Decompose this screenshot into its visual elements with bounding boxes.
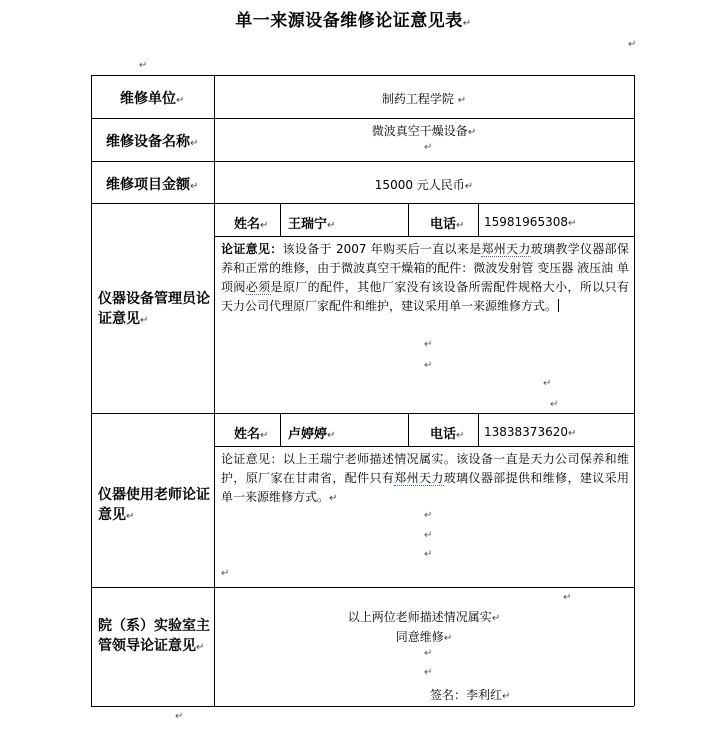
- manager-phone: 15981965308↵: [484, 215, 577, 229]
- paragraph-mark-icon: ↵: [462, 18, 472, 29]
- teacher-label: 仪器使用老师论证意见↵: [98, 487, 210, 523]
- manager-label: 仪器设备管理员论证意见↵: [98, 291, 210, 327]
- equipment-label: 维修设备名称↵: [106, 134, 199, 150]
- paragraph-mark-icon: ↵: [424, 667, 433, 678]
- title-text: 单一来源设备维修论证意见表: [235, 11, 463, 31]
- signature-label: 签名：: [430, 688, 467, 702]
- teacher-phone: 13838373620↵: [484, 425, 577, 439]
- paragraph-mark-icon: ↵: [327, 220, 336, 231]
- paragraph-mark-icon: ↵: [190, 138, 199, 149]
- paragraph-mark-icon: ↵: [190, 181, 199, 192]
- paragraph-mark-icon: ↵: [329, 493, 338, 504]
- paragraph-mark-icon: ↵: [126, 511, 135, 522]
- paragraph-mark-icon: ↵: [424, 530, 433, 541]
- paragraph-mark-icon: ↵: [424, 549, 433, 560]
- paragraph-mark-icon: ↵: [139, 60, 148, 71]
- paragraph-mark-icon: ↵: [567, 218, 577, 229]
- unit-value: 制药工程学院 ↵: [381, 92, 467, 106]
- paragraph-mark-icon: ↵: [424, 510, 433, 521]
- paragraph-mark-icon: ↵: [260, 220, 269, 231]
- equipment-value: 微波真空干燥设备↵: [371, 124, 477, 138]
- signer-name: 李利红: [466, 688, 503, 702]
- paragraph-mark-icon: ↵: [260, 430, 269, 441]
- leader-signature: [430, 686, 510, 703]
- paragraph-mark-icon: ↵: [175, 711, 184, 722]
- manager-opinion: 论证意见：该设备于 2007 年购买后一直以来是郑州天力玻璃教学仪器部保养和正常的维修，由于微波真空干燥箱的配件：微波发射管 变压器 液压油 单项阀必须是原厂的配件，其他厂家没有该设备所需配件规格大小，所以只有天力公司代理原厂家配件和维护，建议采用单一来源维修方式。: [221, 242, 629, 313]
- paragraph-mark-icon: ↵: [221, 568, 230, 579]
- paragraph-mark-icon: ↵: [424, 648, 433, 659]
- manager-name-label: 姓名↵: [234, 217, 269, 232]
- amount-value: 15000 元人民币↵: [374, 178, 474, 192]
- teacher-opinion: 论证意见：以上王瑞宁老师描述情况属实。该设备一直是天力公司保养和维护，原厂家在甘肃省，配件只有郑州天力玻璃仪器部提供和维修，建议采用单一来源维修方式。↵: [221, 452, 629, 504]
- page-title: [0, 6, 707, 31]
- paragraph-mark-icon: ↵: [502, 691, 511, 702]
- paragraph-mark-icon: ↵: [424, 360, 433, 371]
- paragraph-mark-icon: ↵: [491, 613, 501, 624]
- paragraph-mark-icon: ↵: [467, 127, 477, 138]
- manager-opinion-prefix: 论证意见：: [221, 242, 283, 256]
- paragraph-mark-icon: ↵: [140, 315, 149, 326]
- paragraph-mark-icon: ↵: [563, 592, 572, 603]
- paragraph-mark-icon: ↵: [196, 642, 205, 653]
- paragraph-mark-icon: ↵: [456, 430, 465, 441]
- paragraph-mark-icon: ↵: [628, 39, 637, 50]
- teacher-name: 卢婷婷↵: [288, 427, 336, 442]
- paragraph-mark-icon: ↵: [457, 95, 467, 106]
- text-cursor-icon: [558, 299, 559, 312]
- leader-line-1: 以上两位老师描述情况属实↵: [347, 610, 501, 624]
- paragraph-mark-icon: ↵: [327, 430, 336, 441]
- paragraph-mark-icon: ↵: [456, 220, 465, 231]
- leader-label: 院（系）实验室主管领导论证意见↵: [98, 618, 210, 654]
- manager-phone-label: 电话↵: [430, 217, 465, 232]
- teacher-phone-label: 电话↵: [430, 427, 465, 442]
- manager-name: 王瑞宁↵: [288, 217, 336, 232]
- paragraph-mark-icon: ↵: [424, 339, 433, 350]
- paragraph-mark-icon: ↵: [567, 428, 577, 439]
- paragraph-mark-icon: ↵: [424, 142, 433, 153]
- amount-label: 维修项目金额↵: [106, 177, 199, 193]
- unit-label: 维修单位↵: [120, 91, 185, 107]
- paragraph-mark-icon: ↵: [550, 399, 559, 410]
- leader-line-2: 同意维修↵: [395, 630, 453, 644]
- paragraph-mark-icon: ↵: [464, 181, 474, 192]
- paragraph-mark-icon: ↵: [443, 633, 453, 644]
- paragraph-mark-icon: ↵: [543, 378, 552, 389]
- teacher-name-label: 姓名↵: [234, 427, 269, 442]
- paragraph-mark-icon: ↵: [176, 95, 185, 106]
